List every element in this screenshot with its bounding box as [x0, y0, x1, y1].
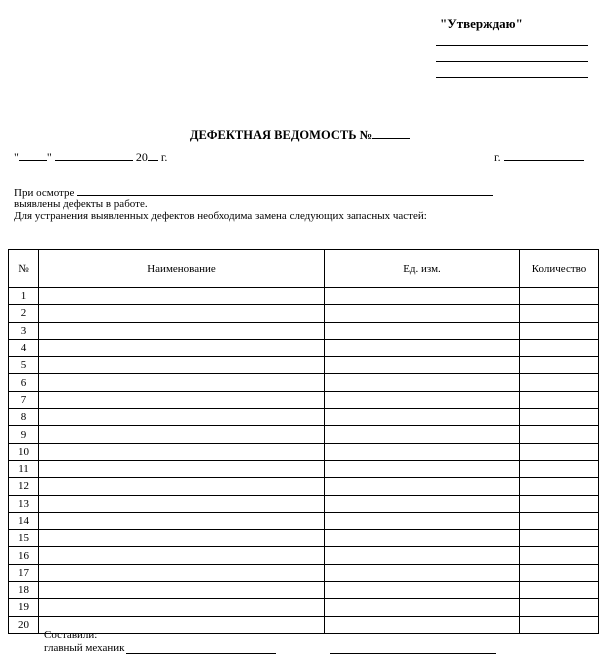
- row-number: 9: [9, 426, 39, 443]
- table-row: [9, 357, 599, 374]
- row-number: 14: [9, 512, 39, 529]
- row-unit-cell[interactable]: [325, 564, 520, 581]
- row-quantity-cell[interactable]: [520, 495, 599, 512]
- row-unit-cell[interactable]: [325, 374, 520, 391]
- row-name-cell[interactable]: [39, 409, 325, 426]
- month-blank: [55, 150, 133, 161]
- inspection-line: [14, 185, 493, 199]
- table-row: [9, 322, 599, 339]
- row-number: 13: [9, 495, 39, 512]
- row-quantity-cell[interactable]: [520, 288, 599, 305]
- table-row: [9, 547, 599, 564]
- table-row: [9, 374, 599, 391]
- row-unit-cell[interactable]: [325, 460, 520, 477]
- document-number-blank: [372, 127, 410, 139]
- row-quantity-cell[interactable]: [520, 547, 599, 564]
- approval-line-1: [436, 45, 588, 46]
- row-name-cell[interactable]: [39, 391, 325, 408]
- row-quantity-cell[interactable]: [520, 616, 599, 633]
- row-unit-cell[interactable]: [325, 530, 520, 547]
- row-quantity-cell[interactable]: [520, 530, 599, 547]
- row-unit-cell[interactable]: [325, 322, 520, 339]
- row-quantity-cell[interactable]: [520, 409, 599, 426]
- mechanic-label: главный механик: [44, 642, 125, 654]
- row-unit-cell[interactable]: [325, 478, 520, 495]
- row-name-cell[interactable]: [39, 582, 325, 599]
- row-quantity-cell[interactable]: [520, 564, 599, 581]
- table-row: [9, 409, 599, 426]
- table-row: [9, 530, 599, 547]
- date-mid-quote: ": [46, 150, 52, 164]
- row-quantity-cell[interactable]: [520, 582, 599, 599]
- date-open-quote: ": [14, 150, 19, 164]
- row-number: 16: [9, 547, 39, 564]
- table-row: [9, 495, 599, 512]
- row-quantity-cell[interactable]: [520, 443, 599, 460]
- table-row: [9, 460, 599, 477]
- row-name-cell[interactable]: [39, 530, 325, 547]
- inspection-prefix: При осмотре: [14, 187, 75, 199]
- row-quantity-cell[interactable]: [520, 599, 599, 616]
- row-name-cell[interactable]: [39, 443, 325, 460]
- row-unit-cell[interactable]: [325, 443, 520, 460]
- row-name-cell[interactable]: [39, 322, 325, 339]
- row-quantity-cell[interactable]: [520, 512, 599, 529]
- row-unit-cell[interactable]: [325, 616, 520, 633]
- row-name-cell[interactable]: [39, 288, 325, 305]
- compiled-label: Составили:: [44, 629, 98, 641]
- approval-line-3: [436, 77, 588, 78]
- inspection-blank: [77, 185, 493, 196]
- table-row: [9, 443, 599, 460]
- header-number: №: [9, 250, 39, 288]
- row-name-cell[interactable]: [39, 564, 325, 581]
- header-name: Наименование: [39, 250, 325, 288]
- city-row: [494, 150, 584, 165]
- row-unit-cell[interactable]: [325, 599, 520, 616]
- year-blank: [148, 150, 158, 161]
- defects-table: [8, 249, 599, 634]
- row-quantity-cell[interactable]: [520, 322, 599, 339]
- header-quantity: Количество: [520, 250, 599, 288]
- document-title: [0, 127, 600, 143]
- replacement-text: Для устранения выявленных дефектов необходима замена следующих запасных частей:: [14, 210, 427, 222]
- mechanic-name-line: [330, 653, 496, 654]
- row-name-cell[interactable]: [39, 512, 325, 529]
- row-number: 1: [9, 288, 39, 305]
- table-row: [9, 512, 599, 529]
- row-number: 10: [9, 443, 39, 460]
- row-quantity-cell[interactable]: [520, 305, 599, 322]
- row-name-cell[interactable]: [39, 374, 325, 391]
- table-row: [9, 426, 599, 443]
- row-name-cell[interactable]: [39, 339, 325, 356]
- row-number: 18: [9, 582, 39, 599]
- row-number: 8: [9, 409, 39, 426]
- row-name-cell[interactable]: [39, 460, 325, 477]
- row-quantity-cell[interactable]: [520, 357, 599, 374]
- row-number: 5: [9, 357, 39, 374]
- year-suffix: г.: [160, 150, 168, 164]
- row-unit-cell[interactable]: [325, 512, 520, 529]
- row-number: 7: [9, 391, 39, 408]
- approval-line-2: [436, 61, 588, 62]
- row-quantity-cell[interactable]: [520, 391, 599, 408]
- table-row: [9, 599, 599, 616]
- table-row: [9, 305, 599, 322]
- table-row: [9, 391, 599, 408]
- row-name-cell[interactable]: [39, 357, 325, 374]
- row-number: 12: [9, 478, 39, 495]
- row-number: 15: [9, 530, 39, 547]
- year-prefix: 20: [135, 150, 148, 164]
- table-row: [9, 582, 599, 599]
- row-unit-cell[interactable]: [325, 305, 520, 322]
- city-blank: [504, 150, 584, 161]
- row-quantity-cell[interactable]: [520, 339, 599, 356]
- row-unit-cell[interactable]: [325, 495, 520, 512]
- row-quantity-cell[interactable]: [520, 426, 599, 443]
- table-row: [9, 288, 599, 305]
- row-unit-cell[interactable]: [325, 357, 520, 374]
- document-title-text: ДЕФЕКТНАЯ ВЕДОМОСТЬ №: [189, 128, 373, 142]
- row-name-cell[interactable]: [39, 495, 325, 512]
- row-unit-cell[interactable]: [325, 391, 520, 408]
- table-row: [9, 478, 599, 495]
- row-unit-cell[interactable]: [325, 339, 520, 356]
- city-label: г.: [494, 150, 501, 164]
- table-row: [9, 564, 599, 581]
- row-number: 4: [9, 339, 39, 356]
- row-name-cell[interactable]: [39, 305, 325, 322]
- row-number: 17: [9, 564, 39, 581]
- row-unit-cell[interactable]: [325, 409, 520, 426]
- row-name-cell[interactable]: [39, 426, 325, 443]
- row-unit-cell[interactable]: [325, 547, 520, 564]
- approval-label: "Утверждаю": [440, 16, 523, 31]
- row-quantity-cell[interactable]: [520, 478, 599, 495]
- row-quantity-cell[interactable]: [520, 460, 599, 477]
- row-unit-cell[interactable]: [325, 426, 520, 443]
- row-number: 2: [9, 305, 39, 322]
- row-name-cell[interactable]: [39, 599, 325, 616]
- table-header-row: [9, 250, 599, 288]
- row-number: 20: [9, 616, 39, 633]
- row-number: 19: [9, 599, 39, 616]
- table-row: [9, 339, 599, 356]
- row-name-cell[interactable]: [39, 547, 325, 564]
- row-number: 3: [9, 322, 39, 339]
- mechanic-signature-line: [126, 653, 276, 654]
- row-number: 6: [9, 374, 39, 391]
- row-quantity-cell[interactable]: [520, 374, 599, 391]
- row-number: 11: [9, 460, 39, 477]
- day-blank: [19, 150, 47, 161]
- date-row: [14, 150, 167, 165]
- row-unit-cell[interactable]: [325, 582, 520, 599]
- header-unit: Ед. изм.: [325, 250, 520, 288]
- row-name-cell[interactable]: [39, 478, 325, 495]
- row-unit-cell[interactable]: [325, 288, 520, 305]
- defects-found-text: выявлены дефекты в работе.: [14, 198, 148, 210]
